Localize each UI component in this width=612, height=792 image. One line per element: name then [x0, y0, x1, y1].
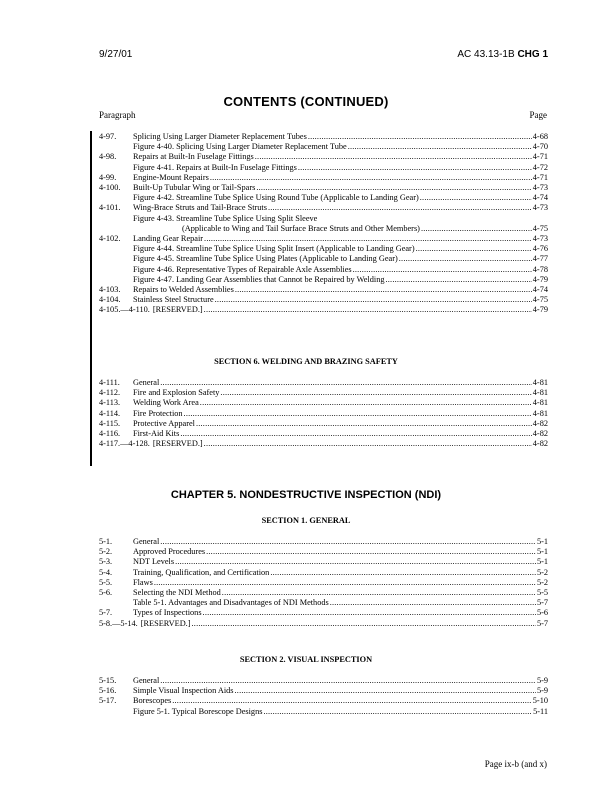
- paragraph-number: 4-99.: [99, 172, 117, 182]
- paragraph-number: 5-3.: [99, 557, 113, 567]
- entry-title: Fire Protection: [133, 408, 183, 418]
- page-number: 4-81: [532, 398, 548, 408]
- dot-leader: [215, 295, 532, 305]
- page-number: 4-71: [532, 152, 548, 162]
- toc-entry[interactable]: [99, 696, 548, 706]
- toc-entry[interactable]: [99, 275, 548, 285]
- paragraph-number: 4-114.: [99, 408, 121, 418]
- toc-entry[interactable]: [99, 224, 548, 234]
- dot-leader: [160, 537, 536, 547]
- dot-leader: [268, 203, 532, 213]
- dot-leader: [308, 132, 532, 142]
- toc-entry[interactable]: [99, 234, 548, 244]
- toc-entry[interactable]: [99, 588, 548, 598]
- entry-title: [RESERVED.]: [152, 439, 203, 449]
- page-number: 4-74: [532, 193, 548, 203]
- page-number: 4-72: [532, 162, 548, 172]
- page-number: 4-78: [532, 264, 548, 274]
- entry-title: Approved Procedures: [133, 547, 206, 557]
- toc-entry[interactable]: [99, 214, 548, 224]
- header-date: 9/27/01: [99, 49, 133, 60]
- paragraph-number: 4-113.: [99, 398, 121, 408]
- paragraph-number: 4-116.: [99, 429, 121, 438]
- entry-title: Figure 4-41. Repairs at Built-In Fuselage Fittings: [133, 162, 297, 172]
- toc-entry[interactable]: [99, 244, 548, 254]
- entry-title: Simple Visual Inspection Aids: [133, 686, 234, 696]
- dot-leader: [256, 183, 531, 193]
- dot-leader: [204, 305, 532, 315]
- paragraph-number: 4-102.: [99, 234, 121, 243]
- dot-leader: [330, 598, 536, 608]
- toc-entry[interactable]: [99, 152, 548, 162]
- paragraph-number: 5-15.: [99, 676, 117, 685]
- entry-title: Training, Qualification, and Certification: [133, 567, 270, 577]
- dot-leader: [399, 254, 532, 264]
- entry-title: Repairs to Welded Assemblies: [133, 285, 234, 294]
- entry-title: Flaws: [133, 577, 153, 587]
- paragraph-number: 5-1.: [99, 537, 113, 546]
- dot-leader: [263, 707, 532, 717]
- toc-entry[interactable]: [99, 388, 548, 398]
- page-number: 4-82: [532, 439, 548, 449]
- dot-leader: [184, 409, 532, 419]
- toc-entry[interactable]: [99, 285, 548, 295]
- dot-leader: [416, 244, 532, 254]
- paragraph-number: 4-97.: [99, 132, 117, 141]
- entry-title: Figure 4-45. Streamline Tube Splice Using Plates (Applicable to Landing Gear): [133, 254, 398, 264]
- paragraph-number: 5-16.: [99, 686, 117, 696]
- dot-leader: [204, 234, 532, 244]
- entry-title: General: [133, 676, 160, 685]
- entry-title: Stainless Steel Structure: [133, 295, 214, 305]
- change-bar: [90, 131, 92, 466]
- entry-title: Figure 4-47. Landing Gear Assemblies that Cannot be Repaired by Welding: [133, 274, 385, 284]
- paragraph-column-header: Paragraph: [99, 110, 136, 120]
- page-number: 5-1: [536, 557, 548, 567]
- entry-title: [RESERVED.]: [152, 305, 203, 315]
- page-number: 5-10: [532, 696, 548, 706]
- toc-entry[interactable]: [99, 173, 548, 183]
- entry-title: Figure 4-44. Streamline Tube Splice Using Split Insert (Applicable to Landing Gear): [133, 244, 415, 254]
- page-column-header: Page: [529, 110, 547, 120]
- dot-leader: [210, 173, 532, 183]
- dot-leader: [206, 547, 536, 557]
- entry-title: First-Aid Kits: [133, 429, 180, 438]
- paragraph-number: 5-6.: [99, 588, 113, 597]
- dot-leader: [353, 265, 532, 275]
- toc-entry[interactable]: [99, 398, 548, 408]
- dot-leader: [175, 557, 536, 567]
- page-number: 4-71: [532, 172, 548, 182]
- dot-leader: [180, 429, 531, 439]
- entry-title: Figure 4-42. Streamline Tube Splice Using Round Tube (Applicable to Landing Gear): [133, 193, 419, 203]
- dot-leader: [270, 568, 536, 578]
- toc-entry[interactable]: [99, 608, 548, 618]
- page-number: 5-5: [536, 588, 548, 597]
- toc-entry[interactable]: [99, 378, 548, 388]
- entry-title: Splicing Using Larger Diameter Replacement Tubes: [133, 132, 307, 141]
- paragraph-number: 4-98.: [99, 152, 117, 162]
- page-number: 5-6: [536, 608, 548, 618]
- dot-leader: [196, 419, 532, 429]
- dot-leader: [235, 285, 532, 295]
- page-number: 4-73: [532, 183, 548, 192]
- toc-entry[interactable]: [99, 419, 548, 429]
- dot-leader: [154, 578, 536, 588]
- dot-leader: [235, 686, 536, 696]
- dot-leader: [348, 142, 532, 152]
- change-label: CHG 1: [517, 49, 548, 60]
- dot-leader: [160, 378, 532, 388]
- paragraph-number: 4-103.: [99, 285, 121, 294]
- toc-entry[interactable]: [99, 439, 548, 449]
- toc-entry[interactable]: [99, 557, 548, 567]
- page-number: 4-74: [532, 285, 548, 294]
- doc-id: AC 43.13-1B: [457, 49, 515, 60]
- entry-title: Figure 4-43. Streamline Tube Splice Using Split Sleeve: [133, 213, 318, 223]
- page-number: 5-11: [533, 706, 548, 716]
- page-title: CONTENTS (CONTINUED): [223, 94, 389, 109]
- page-number: 4-75: [532, 223, 548, 233]
- entry-title: Fire and Explosion Safety: [133, 388, 220, 398]
- toc-entry[interactable]: [99, 568, 548, 578]
- entry-title: Protective Apparel: [133, 418, 195, 428]
- entry-title: NDT Levels: [133, 557, 175, 567]
- entry-title: Wing-Brace Struts and Tail-Brace Struts: [133, 203, 267, 213]
- page-footer: Page ix-b (and x): [484, 759, 547, 769]
- toc-entry[interactable]: [99, 537, 548, 547]
- toc-entry[interactable]: [99, 163, 548, 173]
- entry-title: Types of Inspections: [133, 608, 202, 618]
- entry-title: Table 5-1. Advantages and Disadvantages of NDI Methods: [133, 598, 329, 608]
- toc-entry[interactable]: [99, 409, 548, 419]
- dot-leader: [255, 152, 532, 162]
- section-1-heading: SECTION 1. GENERAL: [261, 516, 351, 525]
- page-number: 5-9: [536, 676, 548, 685]
- paragraph-number: 5-5.: [99, 577, 113, 587]
- page-number: 4-82: [532, 429, 548, 438]
- toc-entry[interactable]: [99, 254, 548, 264]
- header-doc-id: [457, 49, 548, 60]
- page-number: 4-81: [532, 388, 548, 398]
- entry-title: Figure 4-46. Representative Types of Repairable Axle Assemblies: [133, 264, 352, 274]
- page-number: 4-76: [532, 244, 548, 254]
- page-number: 4-73: [532, 203, 548, 213]
- page-number: 4-82: [532, 418, 548, 428]
- paragraph-number: 4-104.: [99, 295, 121, 305]
- entry-title: Built-Up Tubular Wing or Tail-Spars: [133, 183, 256, 192]
- page-number: 5-2: [536, 567, 548, 577]
- toc-entry[interactable]: [99, 547, 548, 557]
- page-number: 4-79: [532, 305, 548, 315]
- paragraph-number: 4-112.: [99, 388, 121, 398]
- entry-title: General: [133, 378, 160, 387]
- page-number: 4-75: [532, 295, 548, 305]
- dot-leader: [200, 398, 532, 408]
- toc-entry[interactable]: [99, 203, 548, 213]
- page-number: 5-7: [536, 598, 548, 608]
- toc-entry[interactable]: [99, 193, 548, 203]
- page-number: 4-73: [532, 234, 548, 243]
- chapter-5-heading: CHAPTER 5. NONDESTRUCTIVE INSPECTION (NDI): [170, 489, 442, 501]
- page-number: 4-70: [532, 142, 548, 152]
- paragraph-number: 5-17.: [99, 696, 117, 706]
- entry-title: General: [133, 537, 160, 546]
- entry-title: (Applicable to Wing and Tail Surface Brace Struts and Other Members): [182, 223, 420, 233]
- paragraph-number: 5-4.: [99, 567, 113, 577]
- toc-entry[interactable]: [99, 295, 548, 305]
- toc-entry[interactable]: [99, 305, 548, 315]
- page-number: 4-79: [532, 274, 548, 284]
- toc-entry[interactable]: [99, 676, 548, 686]
- toc-entry[interactable]: [99, 598, 548, 608]
- toc-entry[interactable]: [99, 707, 548, 717]
- entry-title: Welding Work Area: [133, 398, 199, 408]
- toc-entry[interactable]: [99, 578, 548, 588]
- page-number: 5-7: [536, 618, 548, 628]
- paragraph-number: 4-105.—4-110.: [99, 305, 150, 315]
- page-number: 4-68: [532, 132, 548, 141]
- page-number: 5-1: [536, 537, 548, 546]
- paragraph-number: 4-117.—4-128.: [99, 439, 150, 449]
- page-number: 5-1: [536, 547, 548, 557]
- dot-leader: [192, 619, 536, 629]
- paragraph-number: 4-100.: [99, 183, 121, 192]
- entry-title: Figure 4-40. Splicing Using Larger Diameter Replacement Tube: [133, 142, 347, 152]
- dot-leader: [220, 388, 531, 398]
- page-number: 4-77: [532, 254, 548, 264]
- entry-title: Figure 5-1. Typical Borescope Designs: [133, 706, 263, 716]
- toc-entry[interactable]: [99, 429, 548, 439]
- paragraph-number: 4-115.: [99, 418, 121, 428]
- paragraph-number: 5-8.—5-14.: [99, 618, 138, 628]
- page-number: 5-9: [536, 686, 548, 696]
- toc-entry[interactable]: [99, 142, 548, 152]
- page-number: 4-81: [532, 378, 548, 387]
- dot-leader: [160, 676, 536, 686]
- page-number: 4-81: [532, 408, 548, 418]
- dot-leader: [298, 163, 532, 173]
- dot-leader: [421, 224, 532, 234]
- toc-entry[interactable]: [99, 619, 548, 629]
- paragraph-number: 4-101.: [99, 203, 121, 213]
- entry-title: Landing Gear Repair: [133, 234, 204, 243]
- section-2-heading: SECTION 2. VISUAL INSPECTION: [239, 655, 373, 664]
- toc-entry[interactable]: [99, 183, 548, 193]
- paragraph-number: 4-111.: [99, 378, 120, 387]
- entry-title: Borescopes: [133, 696, 172, 706]
- dot-leader: [420, 193, 532, 203]
- entry-title: Repairs at Built-In Fuselage Fittings: [133, 152, 254, 162]
- dot-leader: [222, 588, 536, 598]
- section-6-heading: SECTION 6. WELDING AND BRAZING SAFETY: [214, 357, 398, 366]
- entry-title: Engine-Mount Repairs: [133, 172, 209, 182]
- paragraph-number: 5-2.: [99, 547, 113, 557]
- dot-leader: [172, 696, 532, 706]
- page-number: 5-2: [536, 577, 548, 587]
- entry-title: [RESERVED.]: [140, 618, 191, 628]
- entry-title: Selecting the NDI Method: [133, 588, 221, 597]
- toc-entry[interactable]: [99, 265, 548, 275]
- dot-leader: [386, 275, 532, 285]
- toc-entry[interactable]: [99, 686, 548, 696]
- paragraph-number: 5-7.: [99, 608, 113, 618]
- toc-entry[interactable]: [99, 132, 548, 142]
- dot-leader: [204, 439, 532, 449]
- dot-leader: [203, 608, 536, 618]
